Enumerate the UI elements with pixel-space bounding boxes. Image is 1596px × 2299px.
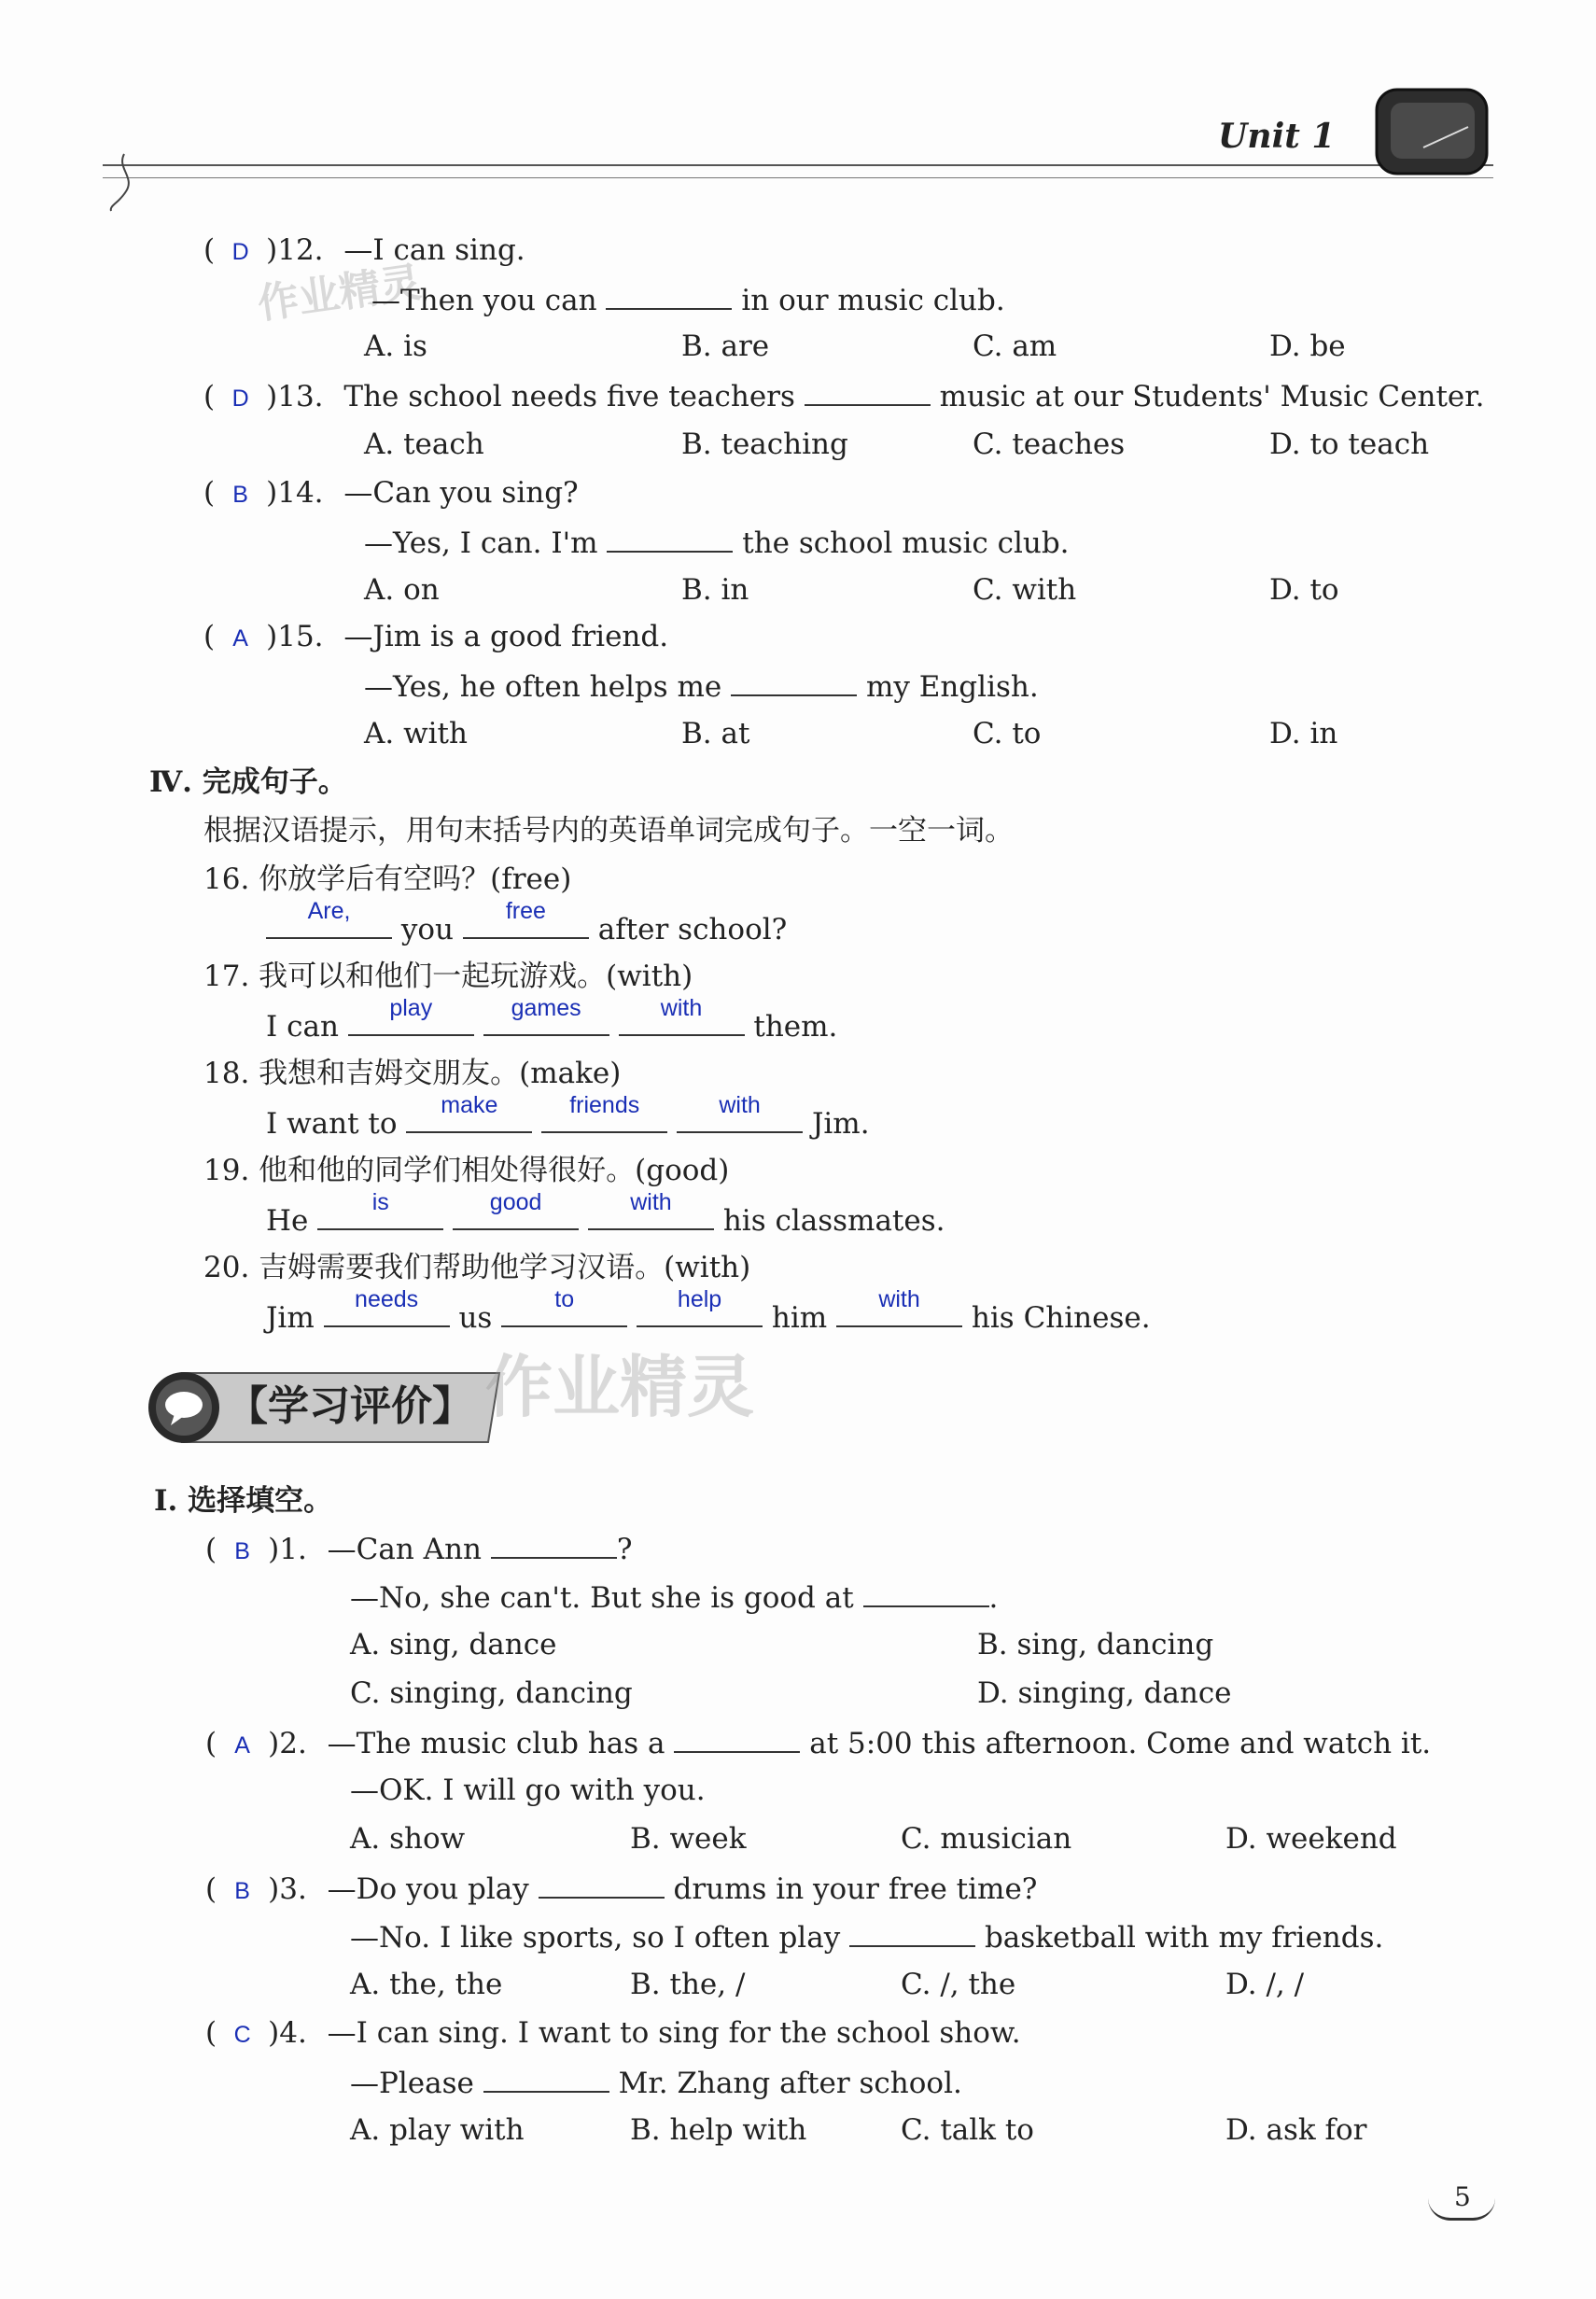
item-18-prompt: 18. 我想和吉姆交朋友。(make) bbox=[203, 1057, 622, 1090]
question-number: 14. bbox=[277, 476, 324, 510]
sentence-word: you bbox=[400, 913, 455, 946]
answer-blank bbox=[501, 1286, 627, 1327]
filled-answer: free bbox=[505, 898, 546, 924]
option-c: C. singing, dancing bbox=[350, 1676, 633, 1710]
item-20-answer-line bbox=[266, 1286, 1151, 1337]
sentence-word: Jim bbox=[266, 1301, 315, 1335]
question-text: —Yes, he often helps me bbox=[364, 670, 722, 704]
sentence-word: He bbox=[266, 1204, 309, 1238]
option-b: B. are bbox=[681, 329, 770, 363]
question-text: —Can Ann bbox=[327, 1533, 482, 1566]
answer-blank bbox=[849, 1917, 975, 1947]
option-a: A. show bbox=[350, 1822, 466, 1856]
question-text: —I can sing. I want to sing for the school show. bbox=[327, 2016, 1021, 2050]
filled-answer: with bbox=[719, 1092, 761, 1118]
sentence-word: his classmates. bbox=[722, 1204, 945, 1238]
sentence-word: I can bbox=[266, 1010, 339, 1044]
option-b: B. teaching bbox=[681, 428, 848, 461]
filled-answer: make bbox=[441, 1092, 498, 1118]
question-15-line2 bbox=[364, 666, 1039, 706]
option-c: C. musician bbox=[901, 1822, 1072, 1856]
option-c: C. to bbox=[973, 717, 1042, 750]
paren-open: ( bbox=[203, 233, 216, 267]
option-a: A. sing, dance bbox=[350, 1628, 557, 1661]
paren-open: ( bbox=[205, 1533, 217, 1566]
watermark-text: 作业精灵 bbox=[485, 1348, 755, 1426]
answer-blank bbox=[677, 1092, 803, 1133]
question-text: ? bbox=[616, 1533, 633, 1566]
option-d: D. ask for bbox=[1225, 2113, 1367, 2147]
sentence-word: his Chinese. bbox=[971, 1301, 1151, 1335]
question-text: my English. bbox=[865, 670, 1039, 704]
answer-mark: B bbox=[234, 1878, 250, 1904]
eval-question-1 bbox=[205, 1529, 632, 1570]
option-b: B. in bbox=[681, 573, 749, 607]
question-13 bbox=[203, 376, 1485, 417]
question-12 bbox=[203, 231, 525, 271]
eval-question-3 bbox=[205, 1869, 1037, 1910]
answer-mark: D bbox=[231, 239, 249, 265]
item-18-answer-line bbox=[266, 1092, 870, 1142]
page-number: 5 bbox=[1454, 2181, 1471, 2212]
answer-blank bbox=[406, 1092, 532, 1133]
answer-blank bbox=[836, 1286, 962, 1327]
question-text: at 5:00 this afternoon. Come and watch it. bbox=[809, 1727, 1432, 1760]
question-number: 3. bbox=[279, 1872, 307, 1906]
answer-blank bbox=[619, 995, 745, 1036]
answer-blank bbox=[863, 1577, 989, 1607]
sentence-word: after school? bbox=[597, 913, 788, 946]
paren-close: ) bbox=[266, 380, 278, 414]
item-17-answer-line bbox=[266, 995, 838, 1045]
answer-blank bbox=[463, 898, 589, 939]
answer-blank bbox=[317, 1189, 443, 1230]
question-text: —No. I like sports, so I often play bbox=[350, 1921, 841, 1955]
sentence-word: us bbox=[458, 1301, 493, 1335]
option-d: D. to bbox=[1269, 573, 1339, 607]
option-b: B. the, / bbox=[630, 1968, 746, 2001]
question-number: 1. bbox=[279, 1533, 307, 1566]
option-b: B. sing, dancing bbox=[977, 1628, 1214, 1661]
answer-blank bbox=[324, 1286, 450, 1327]
option-a: A. is bbox=[364, 329, 427, 363]
answer-mark: B bbox=[232, 482, 248, 508]
filled-answer: good bbox=[489, 1189, 542, 1215]
eval-q4-line2 bbox=[350, 2063, 962, 2102]
answer-blank bbox=[731, 666, 857, 696]
question-text: Mr. Zhang after school. bbox=[618, 2067, 962, 2100]
answer-blank bbox=[606, 280, 732, 310]
question-number: 2. bbox=[279, 1727, 307, 1760]
question-line: —I can sing. bbox=[343, 233, 525, 267]
header-rule bbox=[103, 164, 1493, 178]
question-number: 4. bbox=[279, 2016, 307, 2050]
question-text: —Please bbox=[350, 2067, 474, 2100]
paren-close: ) bbox=[268, 1533, 280, 1566]
question-text: —Then you can bbox=[371, 284, 597, 317]
eval-q1-line2 bbox=[350, 1577, 998, 1617]
filled-answer: is bbox=[371, 1189, 389, 1215]
answer-mark: B bbox=[234, 1538, 250, 1564]
section-title: Ⅳ. 完成句子。 bbox=[149, 765, 347, 799]
sentence-word: him bbox=[771, 1301, 828, 1335]
answer-blank bbox=[453, 1189, 579, 1230]
answer-blank bbox=[588, 1189, 714, 1230]
answer-blank bbox=[266, 898, 392, 939]
answer-blank bbox=[637, 1286, 763, 1327]
option-c: C. with bbox=[973, 573, 1077, 607]
paren-close: ) bbox=[268, 1872, 280, 1906]
question-text: —No, she can't. But she is good at bbox=[350, 1581, 854, 1615]
sentence-word: I want to bbox=[266, 1107, 398, 1141]
option-b: B. help with bbox=[630, 2113, 807, 2147]
question-text: the school music club. bbox=[742, 526, 1070, 560]
question-14-line2 bbox=[364, 523, 1070, 562]
filled-answer: with bbox=[660, 995, 703, 1021]
answer-blank bbox=[674, 1723, 800, 1753]
sentence-word: Jim. bbox=[811, 1107, 870, 1141]
answer-blank bbox=[491, 1529, 617, 1559]
paren-open: ( bbox=[205, 1872, 217, 1906]
banner-title: 【学习评价】 bbox=[227, 1382, 473, 1430]
paren-open: ( bbox=[203, 476, 216, 510]
section-instruction: 根据汉语提示，用句末括号内的英语单词完成句子。一空一词。 bbox=[203, 814, 1014, 848]
paren-open: ( bbox=[203, 380, 216, 414]
item-20-prompt: 20. 吉姆需要我们帮助他学习汉语。(with) bbox=[203, 1251, 751, 1284]
item-19-answer-line bbox=[266, 1189, 945, 1240]
answer-blank bbox=[539, 1869, 665, 1899]
paren-close: ) bbox=[268, 2016, 280, 2050]
header-swirl-icon bbox=[98, 149, 145, 218]
filled-answer: Are, bbox=[307, 898, 351, 924]
eval-q2-line2: —OK. I will go with you. bbox=[350, 1773, 706, 1807]
question-text: —Can you sing? bbox=[343, 476, 579, 510]
question-number: 12. bbox=[277, 233, 324, 267]
eval-question-4 bbox=[205, 2014, 1021, 2054]
option-d: D. /, / bbox=[1225, 1968, 1305, 2001]
option-d: D. be bbox=[1269, 329, 1346, 363]
option-c: C. am bbox=[973, 329, 1057, 363]
option-a: A. on bbox=[364, 573, 440, 607]
paren-close: ) bbox=[266, 620, 278, 653]
answer-blank bbox=[348, 995, 474, 1036]
filled-answer: needs bbox=[355, 1286, 419, 1312]
paren-open: ( bbox=[205, 2016, 217, 2050]
answer-mark: A bbox=[232, 625, 248, 652]
option-d: D. to teach bbox=[1269, 428, 1430, 461]
header-blackboard-icon bbox=[1367, 82, 1498, 193]
question-text: —The music club has a bbox=[327, 1727, 665, 1760]
option-b: B. at bbox=[681, 717, 750, 750]
question-text: basketball with my friends. bbox=[984, 1921, 1384, 1955]
answer-blank bbox=[483, 2063, 609, 2093]
option-b: B. week bbox=[630, 1822, 747, 1856]
item-16-prompt: 16. 你放学后有空吗？(free) bbox=[203, 862, 572, 896]
question-text: in our music club. bbox=[741, 284, 1005, 317]
answer-blank bbox=[805, 376, 931, 406]
answer-mark: A bbox=[234, 1732, 250, 1759]
answer-blank bbox=[607, 523, 733, 553]
option-a: A. the, the bbox=[350, 1968, 503, 2001]
filled-answer: with bbox=[630, 1189, 672, 1215]
item-19-prompt: 19. 他和他的同学们相处得很好。(good) bbox=[203, 1154, 730, 1187]
option-d: D. singing, dance bbox=[977, 1676, 1232, 1710]
filled-answer: help bbox=[677, 1286, 722, 1312]
option-c: C. teaches bbox=[973, 428, 1126, 461]
question-text: —Jim is a good friend. bbox=[343, 620, 669, 653]
question-15 bbox=[203, 618, 668, 657]
eval-section-title: Ⅰ. 选择填空。 bbox=[154, 1484, 333, 1518]
answer-mark: D bbox=[231, 386, 249, 412]
paren-close: ) bbox=[266, 233, 278, 267]
item-17-prompt: 17. 我可以和他们一起玩游戏。(with) bbox=[203, 960, 693, 993]
question-text: The school needs five teachers bbox=[343, 380, 795, 414]
option-a: A. with bbox=[364, 717, 468, 750]
option-c: C. /, the bbox=[901, 1968, 1016, 2001]
item-16-answer-line bbox=[266, 898, 788, 948]
filled-answer: play bbox=[389, 995, 433, 1021]
option-d: D. weekend bbox=[1225, 1822, 1397, 1856]
filled-answer: friends bbox=[569, 1092, 640, 1118]
watermark-text: 作业精灵 bbox=[254, 258, 425, 329]
evaluation-banner bbox=[145, 1367, 509, 1448]
sentence-word: them. bbox=[753, 1010, 838, 1044]
question-text: —Do you play bbox=[327, 1872, 529, 1906]
eval-question-2 bbox=[205, 1723, 1431, 1764]
option-c: C. talk to bbox=[901, 2113, 1034, 2147]
question-14 bbox=[203, 474, 579, 513]
paren-close: ) bbox=[268, 1727, 280, 1760]
paren-open: ( bbox=[205, 1727, 217, 1760]
question-number: 15. bbox=[277, 620, 324, 653]
speech-bubble-icon bbox=[161, 1388, 206, 1431]
filled-answer: to bbox=[554, 1286, 575, 1312]
paren-close: ) bbox=[266, 476, 278, 510]
eval-q3-line2 bbox=[350, 1917, 1383, 1956]
unit-title: Unit 1 bbox=[1218, 117, 1336, 156]
question-number: 13. bbox=[277, 380, 324, 414]
option-a: A. play with bbox=[350, 2113, 525, 2147]
filled-answer: with bbox=[878, 1286, 920, 1312]
question-text: . bbox=[988, 1581, 999, 1615]
answer-blank bbox=[483, 995, 609, 1036]
option-d: D. in bbox=[1269, 717, 1338, 750]
question-12-line2 bbox=[371, 280, 1005, 319]
answer-mark: C bbox=[233, 2022, 251, 2048]
filled-answer: games bbox=[511, 995, 581, 1021]
paren-open: ( bbox=[203, 620, 216, 653]
option-a: A. teach bbox=[364, 428, 484, 461]
question-text: —Yes, I can. I'm bbox=[364, 526, 598, 560]
question-text: drums in your free time? bbox=[673, 1872, 1038, 1906]
question-text: music at our Students' Music Center. bbox=[939, 380, 1485, 414]
answer-blank bbox=[541, 1092, 667, 1133]
